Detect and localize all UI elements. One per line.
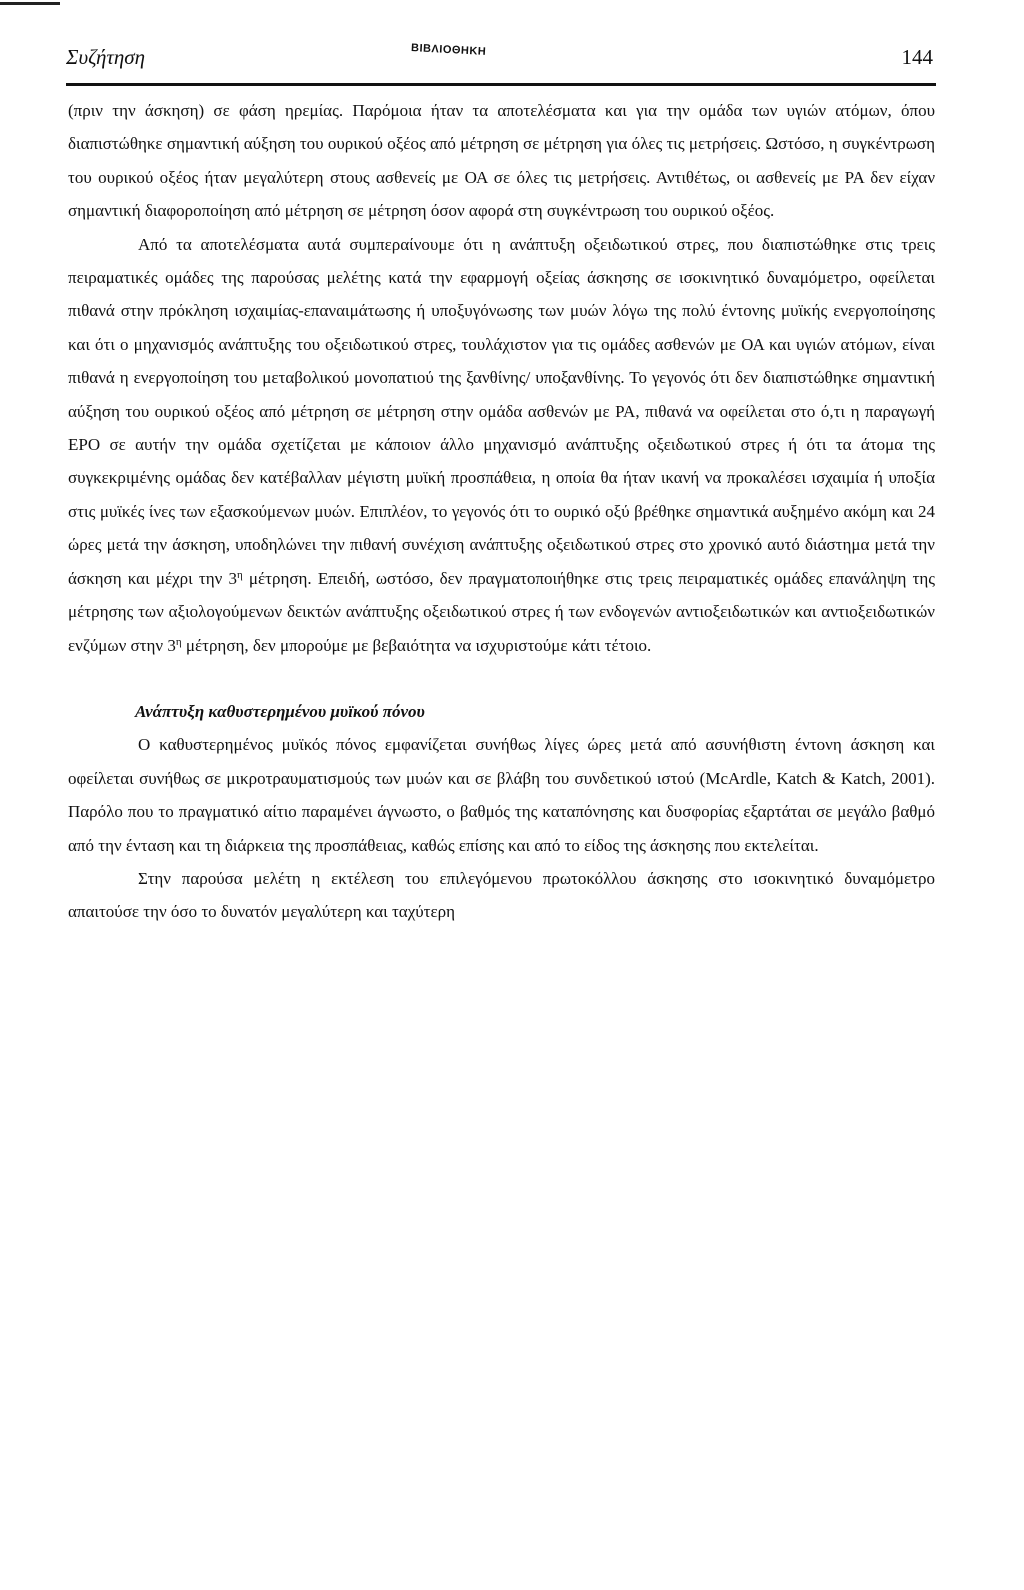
superscript: η [175, 635, 182, 648]
section-heading: Ανάπτυξη καθυστερημένου μυϊκού πόνου [135, 701, 425, 721]
paragraph-text: Από τα αποτελέσματα αυτά συμπεραίνουμε ότι η ανάπτυξη οξειδωτικού στρες, που διαπιστώθηκε στις τρεις πειραματικές ομάδες της παρούσας μελέτης κατά την εφαρμογή οξείας άσκησης σε ισοκινητικό δυναμόμετρο, οφείλεται πιθανά στην πρόκληση ισχαιμίας-επαναιμάτωσης ή υποξυγόνωσης των μυών λόγω της πολύ έντονης μυϊκής ενεργοποίησης και ότι ο μηχανισμός ανάπτυξης του οξειδωτικού στρες, τουλάχιστον για τις ομάδες ασθενών με ΟΑ και υγιών ατόμων, είναι πιθανά η ενεργοποίηση του μεταβολικού μονοπατιού της ξανθίνης/ υποξανθίνης. Το γεγονός ότι δεν διαπιστώθηκε σημαντική αύξηση του ουρικού οξέος από μέτρηση σε μέτρηση στην ομάδα ασθενών με ΡΑ, πιθανά να οφείλεται στο ό,τι η παραγωγή ΕΡΟ σε αυτήν την ομάδα σχετίζεται με κάποιον άλλο μηχανισμό ανάπτυξης οξειδωτικού στρες ή ότι τα άτομα της συγκεκριμένης ομάδας δεν κατέβαλλαν μέγιστη μυϊκή προσπάθεια, η οποία θα ήταν ικανή να προκαλέσει ισχαιμία ή υποξία στις μυϊκές ίνες των εξασκούμενων μυών. Επιπλέον, το γεγονός ότι το ουρικό οξύ βρέθηκε σημαντικά αυξημένο ακόμη και 24 ώρες μετά την άσκηση, υποδηλώνει την πιθανή συνέχιση ανάπτυξης οξειδωτικού στρες στο χρονικό αυτό διάστημα μετά την άσκηση και μέχρι την 3 [68, 234, 935, 588]
paragraph-text: μέτρηση, δεν μπορούμε με βεβαιότητα να ισχυριστούμε κάτι τέτοιο. [181, 635, 652, 655]
page-number: 144 [901, 45, 933, 69]
body-text [68, 94, 935, 929]
library-stamp: ΒΙΒΛΙΟΘΗΚΗ [410, 42, 487, 58]
paragraph-conclusions [68, 228, 935, 662]
paragraph-present-study: Στην παρούσα μελέτη η εκτέλεση του επιλεγόμενου πρωτοκόλλου άσκησης στο ισοκινητικό δυναμόμετρο απαιτούσε την όσο το δυνατόν μεγαλύτερη και ταχύτερη [68, 868, 935, 922]
running-title: Συζήτηση [66, 45, 146, 69]
paragraph-text: μέτρηση. Επειδή, ωστόσο, δεν πραγματοποιήθηκε στις τρεις πειραματικές ομάδες επανάληψη της μέτρησης των αξιολογούμενων δεικτών ανάπτυξης οξειδωτικού στρες ή των ενδογενών αντιοξειδωτικών και αντιοξειδωτικών ενζύμων στην 3 [68, 568, 935, 655]
paragraph-results-continuation: (πριν την άσκηση) σε φάση ηρεμίας. Παρόμοια ήταν τα αποτελέσματα και για την ομάδα των υγιών ατόμων, όπου διαπιστώθηκε σημαντική αύξηση του ουρικού οξέος από μέτρηση σε μέτρηση για όλες τις μετρήσεις. Ωστόσο, η συγκέντρωση του ουρικού οξέος ήταν μεγαλύτερη στους ασθενείς με ΟΑ σε όλες τις μετρήσεις. Αντιθέτως, οι ασθενείς με ΡΑ δεν είχαν σημαντική διαφοροποίηση από μέτρηση σε μέτρηση όσον αφορά στη συγκέντρωση του ουρικού οξέος. [68, 101, 935, 221]
superscript: η [236, 568, 243, 581]
paragraph-doms-intro: Ο καθυστερημένος μυϊκός πόνος εμφανίζεται συνήθως λίγες ώρες μετά από ασυνήθιστη έντονη άσκηση και οφείλεται συνήθως σε μικροτραυματισμούς των μυών και σε βλάβη του συνδετικού ιστού (McArdle, Katch & Katch, 2001). Παρόλο που το πραγματικό αίτιο παραμένει άγνωστο, ο βαθμός της καταπόνησης και δυσφορίας εξαρτάται σε μεγάλο βαθμό από την ένταση και τη διάρκεια της προσπάθειας, καθώς επίσης και από το είδος της άσκησης που εκτελείται. [68, 735, 935, 855]
header-divider [66, 83, 936, 86]
page-header [66, 40, 933, 80]
scan-edge-mark [0, 2, 60, 5]
